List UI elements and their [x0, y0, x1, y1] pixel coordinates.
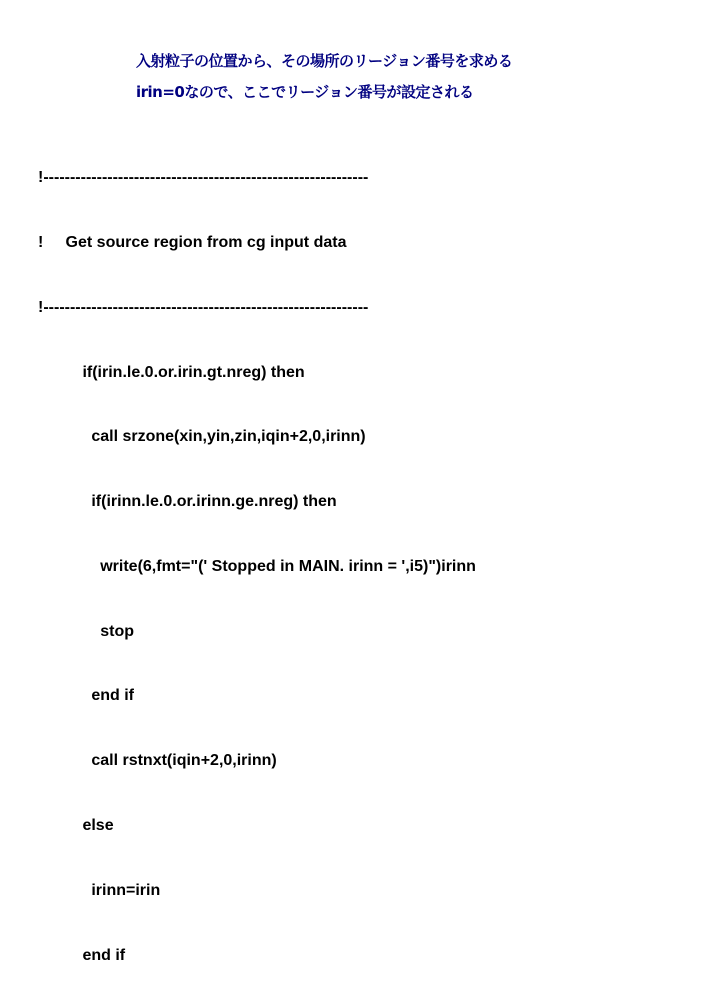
code-block — [38, 124, 476, 988]
code-line-3: !------------------------------------------------------------- — [38, 298, 369, 316]
heading-line-1: 入射粒子の位置から、その場所のリージョン番号を求める — [136, 52, 513, 70]
code-line-8: stop — [38, 622, 135, 640]
code-line-2: ! Get source region from cg input data — [38, 233, 347, 251]
code-line-10: call rstnxt(iqin+2,0,irinn) — [38, 752, 277, 770]
code-line-9: end if — [38, 687, 135, 705]
code-line-6: if(irinn.le.0.or.irinn.ge.nreg) then — [38, 493, 337, 511]
code-line-1: !------------------------------------------------------------- — [38, 169, 369, 187]
code-line-7: write(6,fmt="(' Stopped in MAIN. irinn = ',i5)")irinn — [38, 557, 476, 575]
code-line-12: irinn=irin — [38, 881, 161, 899]
code-line-11: else — [38, 817, 114, 834]
code-line-13: end if — [38, 946, 126, 964]
code-line-5: call srzone(xin,yin,zin,iqin+2,0,irinn) — [38, 428, 366, 446]
code-line-4: if(irin.le.0.or.irin.gt.nreg) then — [38, 363, 305, 381]
heading-line-2: irin=0なので、ここでリージョン番号が設定される — [136, 83, 474, 101]
